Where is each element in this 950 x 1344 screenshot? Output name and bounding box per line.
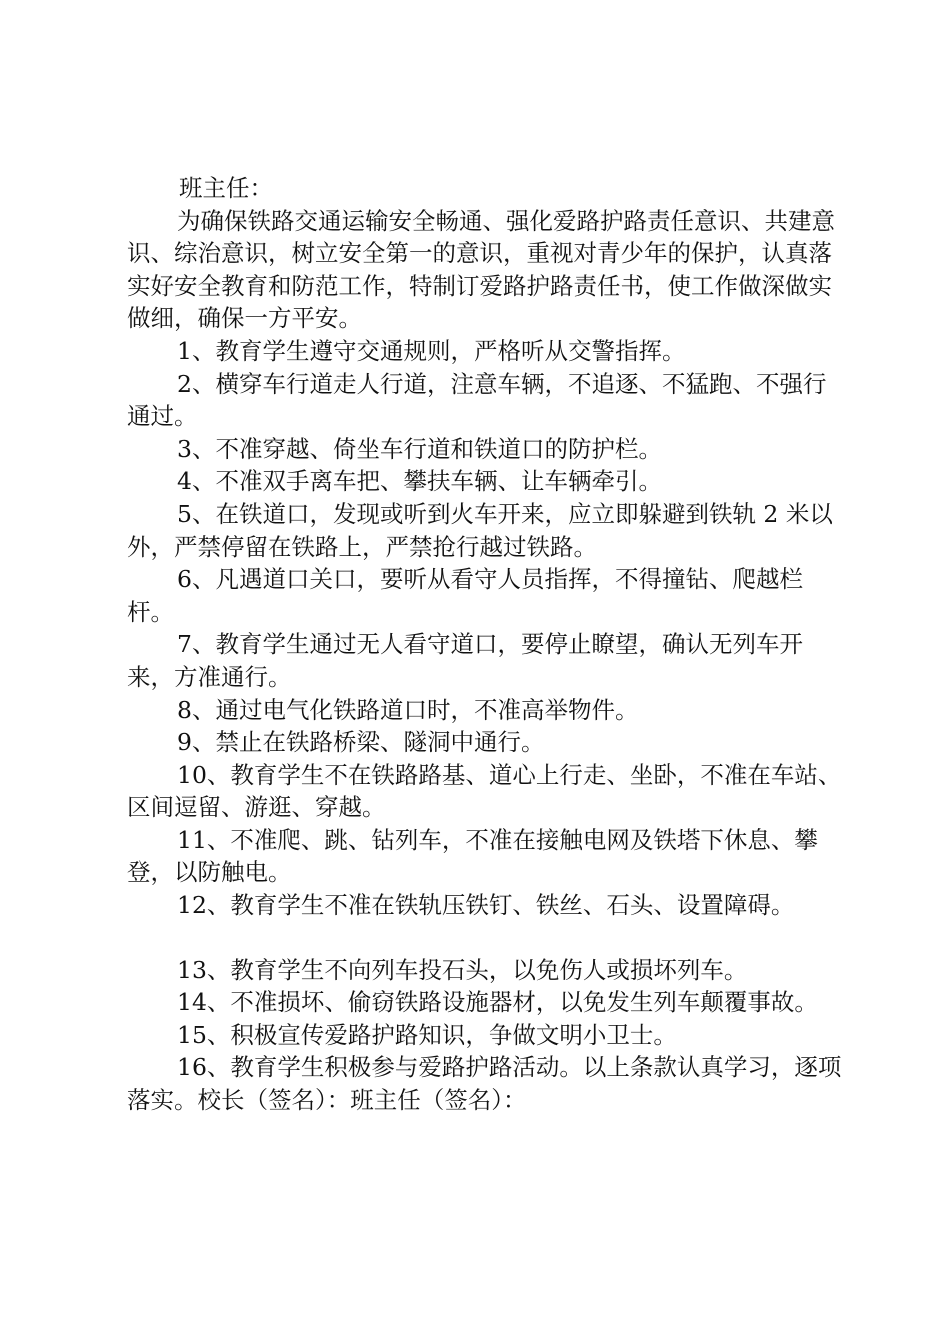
list-item: 8、通过电气化铁路道口时，不准高举物件。 xyxy=(177,695,639,724)
blank-line xyxy=(127,922,847,954)
list-item: 3、不准穿越、倚坐车行道和铁道口的防护栏。 xyxy=(177,434,662,463)
list-item: 4、不准双手离车把、攀扶车辆、让车辆牵引。 xyxy=(177,467,662,496)
document-body xyxy=(127,172,847,1117)
list-item: 6、凡遇道口关口，要听从看守人员指挥，不得撞钻、爬越栏杆。 xyxy=(127,565,803,626)
list-item: 9、禁止在铁路桥梁、隧洞中通行。 xyxy=(177,728,545,757)
list-item: 1、教育学生遵守交通规则，严格听从交警指挥。 xyxy=(177,336,686,365)
list-item: 2、横穿车行道走人行道，注意车辆，不追逐、不猛跑、不强行通过。 xyxy=(127,369,827,431)
list-item: 7、教育学生通过无人看守道口，要停止瞭望，确认无列车开来，方准通行。 xyxy=(127,630,803,691)
list-item: 11、不准爬、跳、钻列车，不准在接触电网及铁塔下休息、攀登，以防触电。 xyxy=(127,825,818,887)
salutation: 班主任： xyxy=(179,174,273,202)
intro-paragraph: 为确保铁路交通运输安全畅通、强化爱路护路责任意识、共建意识、综治意识，树立安全第一的意识，重视对青少年的保护，认真落实好安全教育和防范工作，特制订爱路护路责任书，使工作做深做实做细，确保一方平安。 xyxy=(127,206,835,333)
list-item: 16、教育学生积极参与爱路护路活动。以上条款认真学习，逐项落实。校长（签名）：班主任（签名）： xyxy=(127,1053,842,1115)
list-item: 14、不准损坏、偷窃铁路设施器材，以免发生列车颠覆事故。 xyxy=(177,988,818,1017)
list-item: 10、教育学生不在铁路路基、道心上行走、坐卧，不准在车站、区间逗留、游逛、穿越。 xyxy=(127,760,842,822)
list-item: 12、教育学生不准在铁轨压铁钉、铁丝、石头、设置障碍。 xyxy=(177,891,795,920)
list-item: 13、教育学生不向列车投石头，以免伤人或损坏列车。 xyxy=(177,955,748,984)
list-item: 15、积极宣传爱路护路知识，争做文明小卫士。 xyxy=(177,1020,677,1049)
list-item: 5、在铁道口，发现或听到火车开来，应立即躲避到铁轨 2 米以外，严禁停留在铁路上，严禁抢行越过铁路。 xyxy=(127,499,833,561)
